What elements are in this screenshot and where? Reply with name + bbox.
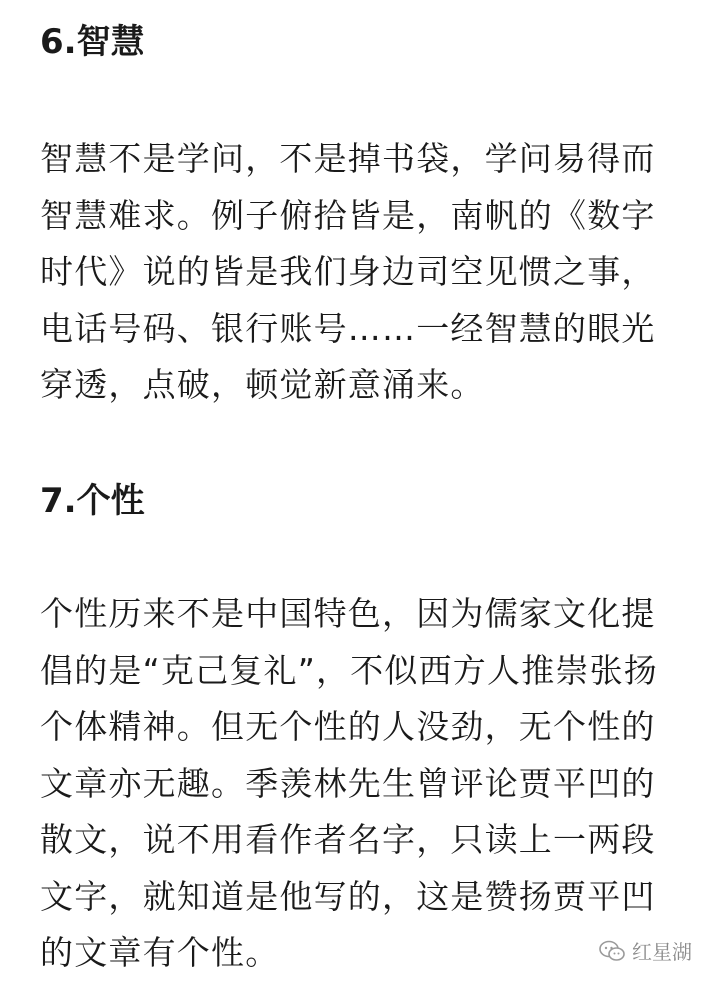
text-line: 个体精神。但无个性的人没劲，无个性的	[40, 707, 656, 746]
section-7-body	[40, 586, 690, 982]
text-line: 智慧难求。例子俯拾皆是，南帆的《数字	[40, 195, 656, 235]
text-line: 文字，就知道是他写的，这是赞扬贾平凹	[40, 876, 656, 916]
watermark-text: 红星湖	[632, 940, 692, 964]
wechat-icon	[598, 939, 626, 963]
text-line: 电话号码、银行账号……一经智慧的眼光	[40, 308, 656, 348]
text-line: 个性历来不是中国特色，因为儒家文化提	[40, 594, 656, 633]
text-line: 穿透，点破，顿觉新意涌来。	[40, 365, 485, 404]
text-line: 散文，说不用看作者名字，只读上一两段	[40, 820, 656, 859]
section-7-title: 7.个性	[40, 481, 145, 521]
text-line: 文章亦无趣。季羡林先生曾评论贾平凹的	[40, 763, 656, 803]
text-line: 倡的是“克己复礼”，不似西方人推崇张扬	[40, 650, 658, 690]
section-6-body	[40, 131, 690, 414]
text-line: 时代》说的皆是我们身边司空见惯之事，	[40, 252, 656, 291]
text-line: 智慧不是学问，不是掉书袋，学问易得而	[40, 139, 656, 178]
watermark	[598, 936, 692, 965]
text-line: 的文章有个性。	[40, 933, 280, 972]
section-6-title: 6.智慧	[40, 22, 145, 62]
